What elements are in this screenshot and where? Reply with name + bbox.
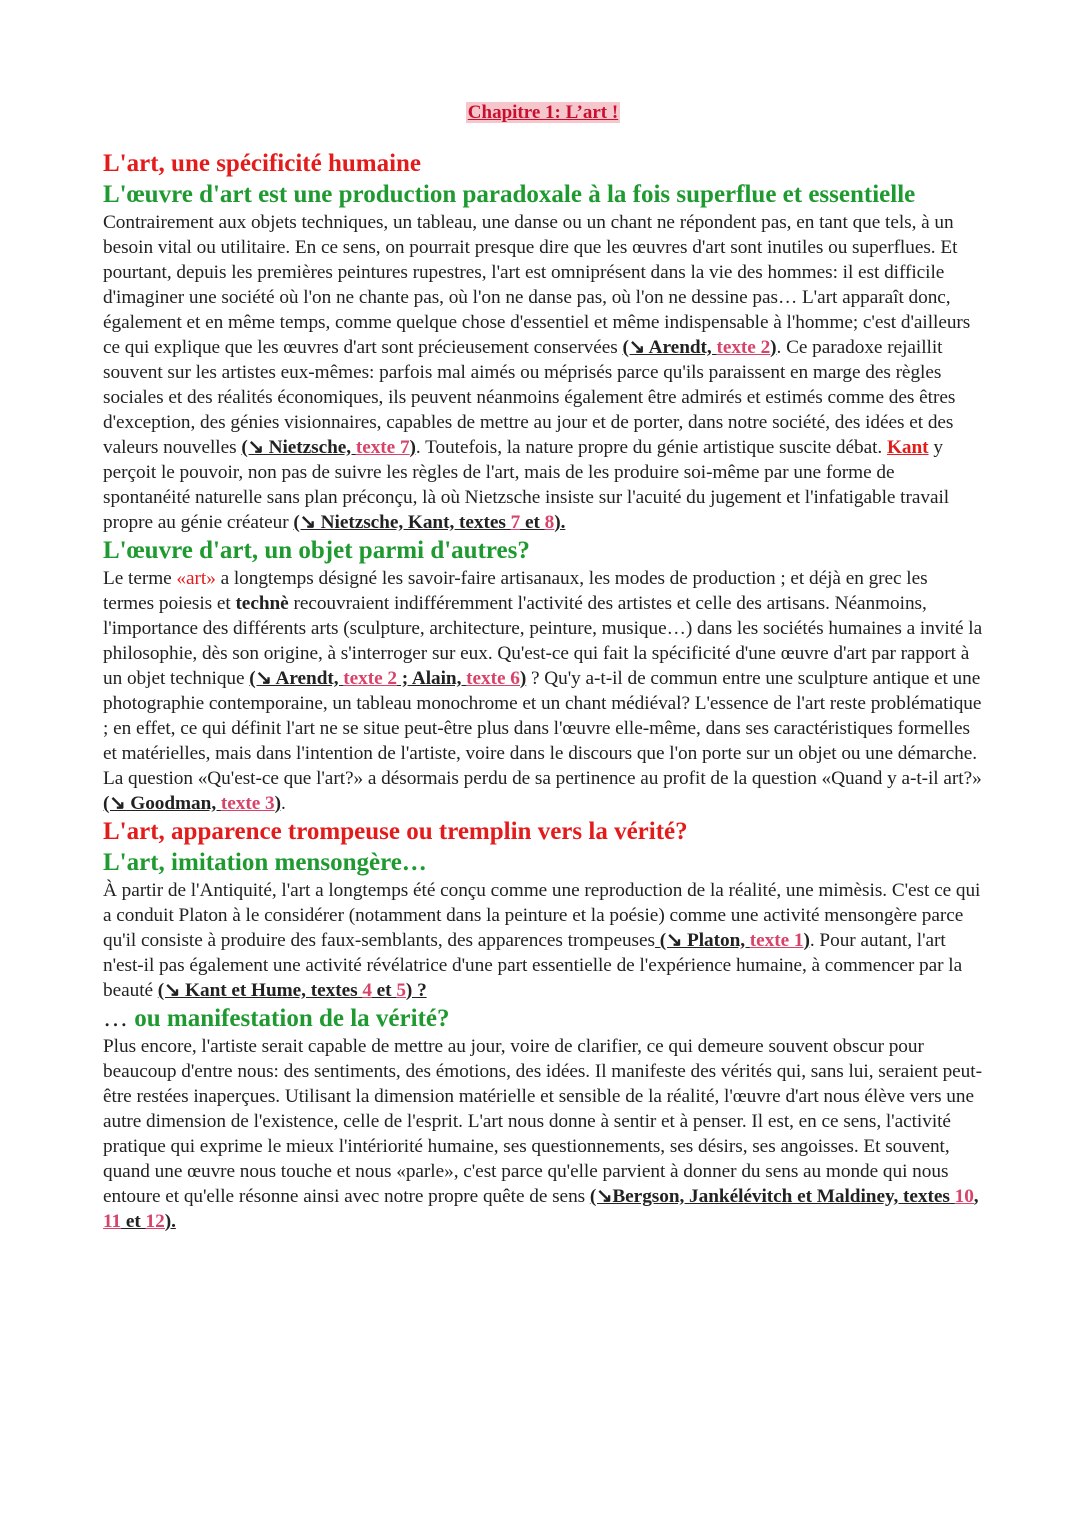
chapter-title: Chapitre 1: L’art ! bbox=[467, 102, 619, 123]
subsection-title-manifestation: … ou manifestation de la vérité? bbox=[103, 1005, 450, 1032]
subsection-title-imitation: L'art, imitation mensongère… bbox=[103, 849, 427, 876]
kant-highlight: Kant bbox=[886, 437, 929, 458]
document-page bbox=[103, 102, 983, 1234]
subsection-title-paradoxe: L'œuvre d'art est une production paradoxale à la fois superflue et essentielle bbox=[103, 181, 916, 208]
section-title-art-specificite: L'art, une spécificité humaine bbox=[103, 150, 422, 177]
reference-bergson-jankelevitch-maldiney[interactable]: (↘Bergson, Jankélévitch et Maldiney, textes 10, 11 et 12). bbox=[103, 1186, 979, 1232]
reference-nietzsche[interactable]: (↘ Nietzsche, texte 7) bbox=[241, 437, 416, 458]
subsection-title-objet: L'œuvre d'art, un objet parmi d'autres? bbox=[103, 537, 530, 564]
reference-kant-hume[interactable]: (↘ Kant et Hume, textes 4 et 5) ? bbox=[157, 980, 427, 1001]
paragraph-imitation: À partir de l'Antiquité, l'art a longtemps été conçu comme une reproduction de la réalité, une mimèsis. C'est ce qui a conduit Platon à le considérer (notamment dans la peinture et la poésie) comme une activité mensongère parce qu'il consiste à produire des faux-semblants, des apparences trompeuses (↘ Platon, texte 1). Pour autant, l'art n'est-il pas également une activité révélatrice d'une part essentielle de l'expérience humaine, à commencer par la beauté (↘ Kant et Hume, textes 4 et 5) ? bbox=[103, 880, 981, 1001]
paragraph-manifestation: Plus encore, l'artiste serait capable de mettre au jour, voire de clarifier, ce qui demeure souvent obscur pour beaucoup d'entre nous: des sentiments, des émotions, des idées. Il manifeste des vérités qui, sans lui, seraient peut-être restées inaperçues. Utilisant la dimension matérielle et sensible de la réalité, l'œuvre d'art nous élève vers une autre dimension de l'existence, celle de l'esprit. L'art nous donne à sentir et à penser. Il est, en ce sens, l'activité pratique qui exprime le mieux l'intériorité humaine, ses questionnements, ses désirs, ses angoisses. Et souvent, quand une œuvre nous touche et nous «parle», c'est parce qu'elle parvient à donner du sens au monde qui nous entoure et qu'elle résonne ainsi avec notre propre quête de sens (↘Bergson, Jankélévitch et Maldiney, textes 10, 11 et 12). bbox=[103, 1036, 982, 1232]
reference-platon[interactable]: (↘ Platon, texte 1) bbox=[654, 930, 810, 951]
reference-nietzsche-kant[interactable]: (↘ Nietzsche, Kant, textes 7 et 8). bbox=[293, 512, 566, 533]
reference-goodman[interactable]: (↘ Goodman, texte 3) bbox=[103, 793, 281, 814]
reference-arendt-alain[interactable]: (↘ Arendt, texte 2 ; Alain, texte 6) bbox=[249, 668, 527, 689]
paragraph-objet: Le terme «art» a longtemps désigné les savoir-faire artisanaux, les modes de production ; et déjà en grec les termes poiesis et technè recouvraient indifféremment l'activité des artistes et celle des artisans. Néanmoins, l'importance des différents arts (sculpture, architecture, peinture, musique…) dans les sociétés humaines a invité la philosophie, dès son origine, à s'interroger sur eux. Qu'est-ce qui fait la spécificité d'une œuvre d'art par rapport à un objet technique (↘ Arendt, texte 2 ; Alain, texte 6) ? Qu'y a-t-il de commun entre une sculpture antique et une photographie contemporaine, un tableau monochrome et un chant médiéval? L'essence de l'art reste problématique ; en effet, ce qui définit l'art ne se situe peut-être plus dans l'œuvre elle-même, dans ses caractéristiques formelles et matérielles, mais dans l'intention de l'artiste, voire dans le discours que l'on porte sur un objet ou une démarche. La question «Qu'est-ce que l'art?» a désormais perdu de sa pertinence au profit de la question «Quand y a-t-il art?» (↘ Goodman, texte 3). bbox=[103, 568, 983, 814]
paragraph-paradoxe: Contrairement aux objets techniques, un tableau, une danse ou un chant ne répondent pas, en tant que tels, à un besoin vital ou utilitaire. En ce sens, on pourrait presque dire que les œuvres d'art sont inutiles ou superflues. Et pourtant, depuis les premières peintures rupestres, l'art est omniprésent dans la vie des hommes: il est difficile d'imaginer une société où l'on ne chante pas, où l'on ne danse pas, où l'on ne dessine pas… L'art apparaît donc, également et en même temps, comme quelque chose d'essentiel et même indispensable à l'homme; c'est d'ailleurs ce qui explique que les œuvres d'art sont précieusement conservées (↘ Arendt, texte 2). Ce paradoxe rejaillit souvent sur les artistes eux-mêmes: parfois mal aimés ou méprisés parce qu'ils paraissent en marge des règles sociales et des réalités économiques, ils peuvent néanmoins également être admirés et estimés comme des êtres d'exception, des génies visionnaires, capables de mettre au jour et de porter, dans notre société, des idées et des valeurs nouvelles (↘ Nietzsche, texte 7). Toutefois, la nature propre du génie artistique suscite débat. Kant y perçoit le pouvoir, non pas de suivre les règles de l'art, mais de les produire soi-même par une forme de spontanéité naturelle sans plan préconçu, là où Nietzsche insiste sur l'acuité du jugement et l'infatigable travail propre au génie créateur (↘ Nietzsche, Kant, textes 7 et 8). bbox=[103, 212, 971, 533]
reference-arendt[interactable]: (↘ Arendt, texte 2) bbox=[622, 337, 777, 358]
section-title-apparence: L'art, apparence trompeuse ou tremplin vers la vérité? bbox=[103, 818, 688, 845]
techne-term: technè bbox=[235, 593, 289, 614]
art-term: «art» bbox=[176, 568, 216, 589]
